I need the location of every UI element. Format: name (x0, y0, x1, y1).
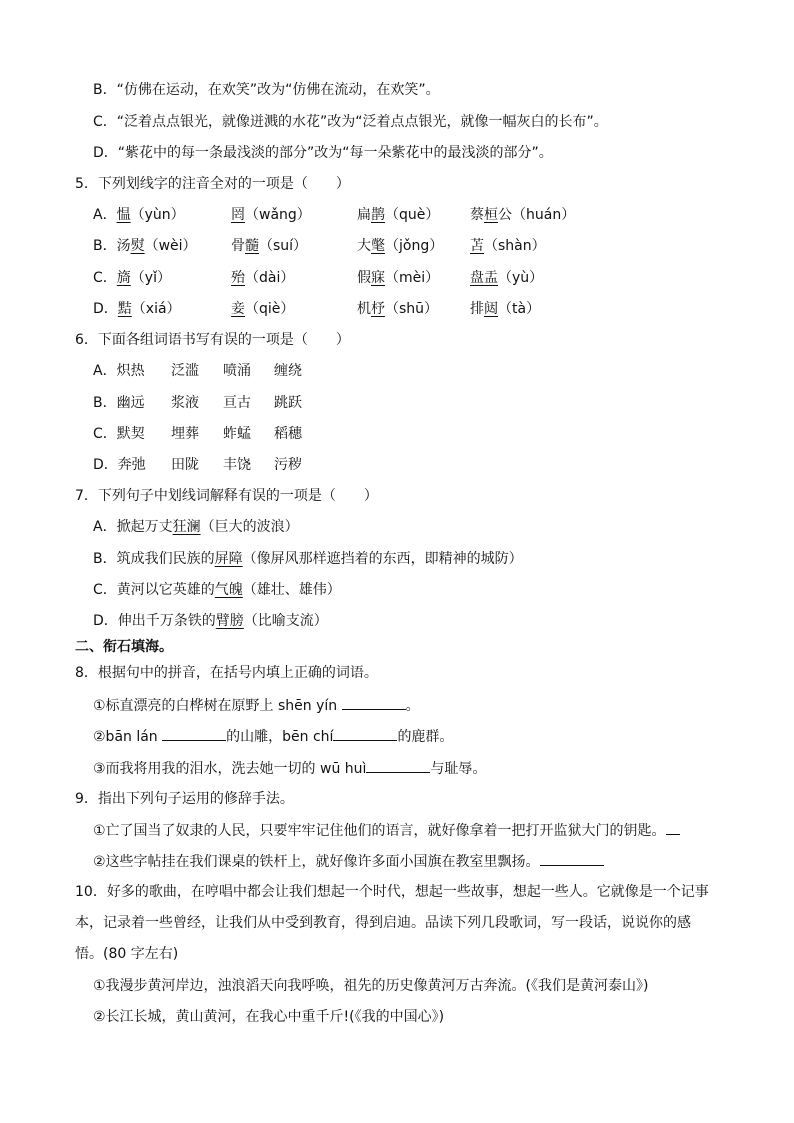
pinyin-item (357, 236, 443, 256)
q8-item-1-end: 。 (405, 698, 420, 714)
pinyin-item (231, 299, 294, 319)
answer-blank[interactable] (162, 726, 226, 741)
q7-option (93, 611, 328, 631)
item-prefix: A． (93, 207, 117, 223)
pinyin: （dài） (245, 270, 295, 286)
q7-option (93, 549, 523, 569)
underlined-char: 氅 (371, 238, 385, 254)
underlined-char: 髓 (245, 238, 259, 254)
section-2-heading: 二、衔石填海。 (75, 639, 173, 655)
underlined-char: 桓 (484, 207, 498, 223)
q9-item-2 (93, 851, 604, 872)
item-prefix: 假 (357, 270, 371, 286)
option-text: B．筑成我们民族的 (93, 551, 215, 567)
pinyin-item (470, 205, 575, 225)
q5-stem: 5．下列划线字的注音全对的一项是（ ） (75, 176, 350, 192)
word-item: A．炽热 (93, 363, 145, 379)
underlined-char: 闼 (484, 301, 498, 317)
answer-blank[interactable] (540, 851, 604, 866)
pinyin-item (231, 205, 311, 225)
pinyin: （jǒng） (385, 238, 444, 254)
underlined-char: 妾 (231, 301, 245, 317)
underlined-word: 屏障 (214, 551, 243, 567)
q8-item-3-end: 与耻辱。 (430, 761, 487, 777)
q7-option (93, 580, 341, 600)
q9-item-2-text: ②这些字帖挂在我们课桌的铁杆上，就好像许多面小国旗在教室里飘扬。 (93, 854, 540, 870)
pinyin: （wèi） (144, 238, 197, 254)
explanation: （巨大的波浪） (200, 519, 299, 535)
underlined-word: 狂澜 (172, 519, 201, 535)
pinyin: （shàn） (484, 238, 546, 254)
word-item: D．奔弛 (93, 457, 146, 473)
q10-lyric-2: ②长江长城，黄山黄河，在我心中重千斤!(《我的中国心》) (93, 1009, 445, 1025)
underlined-word: 臂膀 (215, 613, 244, 629)
option-text: C．黄河以它英雄的 (93, 582, 215, 598)
underlined-char: 熨 (130, 238, 145, 254)
pinyin-item (357, 299, 438, 319)
q8-item-1 (93, 695, 420, 716)
word-item: 田陇 (171, 457, 199, 473)
pinyin: （xiá） (131, 301, 181, 317)
underlined-char: 殆 (231, 270, 245, 286)
underlined-char: 盘盂 (470, 270, 498, 286)
explanation: （像屏风那样遮挡着的东西，即精神的城防） (242, 551, 523, 567)
pinyin-item (470, 236, 546, 256)
word-item: 缠绕 (274, 363, 302, 379)
pinyin-item (231, 268, 294, 288)
item-prefix: 蔡 (470, 207, 484, 223)
answer-blank[interactable] (366, 758, 430, 773)
underlined-char: 罔 (231, 207, 245, 223)
q8-item-2 (93, 726, 453, 747)
word-item: C．默契 (93, 426, 145, 442)
word-item: 蚱蜢 (223, 426, 251, 442)
q10-stem: 10．好多的歌曲，在哼唱中都会让我们想起一个时代，想起一些故事，想起一些人。它就像是一个记事本，记录着一些曾经，让我们从中受到教育，得到启迪。品读下列几段歌词，写一段话，说说你的感悟。(80 字左右) (75, 884, 709, 962)
word-item: 喷涌 (223, 363, 251, 379)
item-prefix: B．汤 (93, 238, 131, 254)
item-prefix: C． (93, 270, 117, 286)
option-text: A．掀起万丈 (93, 519, 173, 535)
pinyin-item (93, 205, 185, 225)
q8-item-2-end: 的鹿群。 (397, 729, 454, 745)
underlined-char: 黠 (117, 301, 132, 317)
q7-stem: 7．下列句子中划线词解释有误的一项是（ ） (75, 488, 378, 504)
q7-option (93, 517, 299, 537)
word-item: 跳跃 (274, 395, 302, 411)
pinyin-item (470, 268, 543, 288)
pinyin: （qiè） (245, 301, 295, 317)
item-prefix: 机 (357, 301, 371, 317)
pinyin-item (231, 236, 307, 256)
pinyin: （tà） (498, 301, 541, 317)
item-prefix: D． (93, 301, 118, 317)
pinyin: （yǐ） (130, 270, 171, 286)
option-text: D．伸出千万条铁的 (93, 613, 216, 629)
q9-item-1-text: ①亡了国当了奴隶的人民，只要牢牢记住他们的语言，就好像拿着一把打开监狱大门的钥匙。 (93, 823, 666, 839)
underlined-char: 旖 (116, 270, 131, 286)
pinyin: （mèi） (385, 270, 440, 286)
word-item: 稻穗 (274, 426, 302, 442)
q10-lyric-1: ①我漫步黄河岸边，浊浪滔天向我呼唤，祖先的历史像黄河万古奔流。(《我们是黄河泰山》) (93, 978, 649, 994)
q8-item-2-pinyin-b: 的山雕，bēn chí (226, 729, 334, 745)
answer-blank[interactable] (666, 820, 680, 835)
pinyin-item (93, 299, 181, 319)
pinyin: 公（huán） (498, 207, 576, 223)
word-item: 丰饶 (223, 457, 251, 473)
underlined-char: 苫 (470, 238, 484, 254)
pinyin-item (357, 205, 439, 225)
item-prefix: 排 (470, 301, 484, 317)
word-item: 埋葬 (171, 426, 199, 442)
q4-option-b: B．“仿佛在运动，在欢笑”改为“仿佛在流动，在欢笑”。 (93, 82, 440, 98)
q4-option-d: D．“紫花中的每一条最浅淡的部分”改为“每一朵紫花中的最浅淡的部分”。 (93, 145, 553, 161)
q6-stem: 6．下面各组词语书写有误的一项是（ ） (75, 332, 350, 348)
word-item: 亘古 (223, 395, 251, 411)
pinyin-item (93, 236, 197, 256)
q8-item-1-text: ①标直漂亮的白桦树在原野上 shēn yín (93, 698, 338, 714)
answer-blank[interactable] (333, 726, 397, 741)
pinyin: （yù） (498, 270, 544, 286)
pinyin: （què） (385, 207, 440, 223)
underlined-word: 气魄 (214, 582, 243, 598)
pinyin-item (357, 268, 439, 288)
item-prefix: 大 (357, 238, 371, 254)
q8-item-3 (93, 758, 486, 779)
pinyin-item (470, 299, 540, 319)
q8-item-2-pinyin-a: ②bān lán (93, 729, 158, 745)
word-item: 泛滥 (171, 363, 199, 379)
explanation: （比喻支流） (243, 613, 328, 629)
explanation: （雄壮、雄伟） (242, 582, 341, 598)
word-item: B．幽远 (93, 395, 145, 411)
word-item: 污秽 (274, 457, 302, 473)
pinyin: （wǎng） (245, 207, 311, 223)
pinyin: （shū） (385, 301, 439, 317)
pinyin-item (93, 268, 171, 288)
q8-stem: 8．根据句中的拼音，在括号内填上正确的词语。 (75, 665, 378, 681)
underlined-char: 杼 (371, 301, 385, 317)
pinyin: （suí） (259, 238, 308, 254)
underlined-char: 寐 (371, 270, 385, 286)
word-item: 浆液 (171, 395, 199, 411)
q9-item-1 (93, 820, 680, 841)
pinyin: （yùn） (130, 207, 185, 223)
q9-stem: 9．指出下列句子运用的修辞手法。 (75, 791, 294, 807)
q4-option-c: C．“泛着点点银光，就像迸溅的水花”改为“泛着点点银光，就像一幅灰白的长布”。 (93, 114, 608, 130)
underlined-char: 愠 (116, 207, 131, 223)
item-prefix: 骨 (231, 238, 245, 254)
item-prefix: 扁 (357, 207, 371, 223)
q8-item-3-text: ③而我将用我的泪水，洗去她一切的 wū huì (93, 761, 367, 777)
answer-blank[interactable] (342, 695, 406, 710)
underlined-char: 鹊 (371, 207, 385, 223)
